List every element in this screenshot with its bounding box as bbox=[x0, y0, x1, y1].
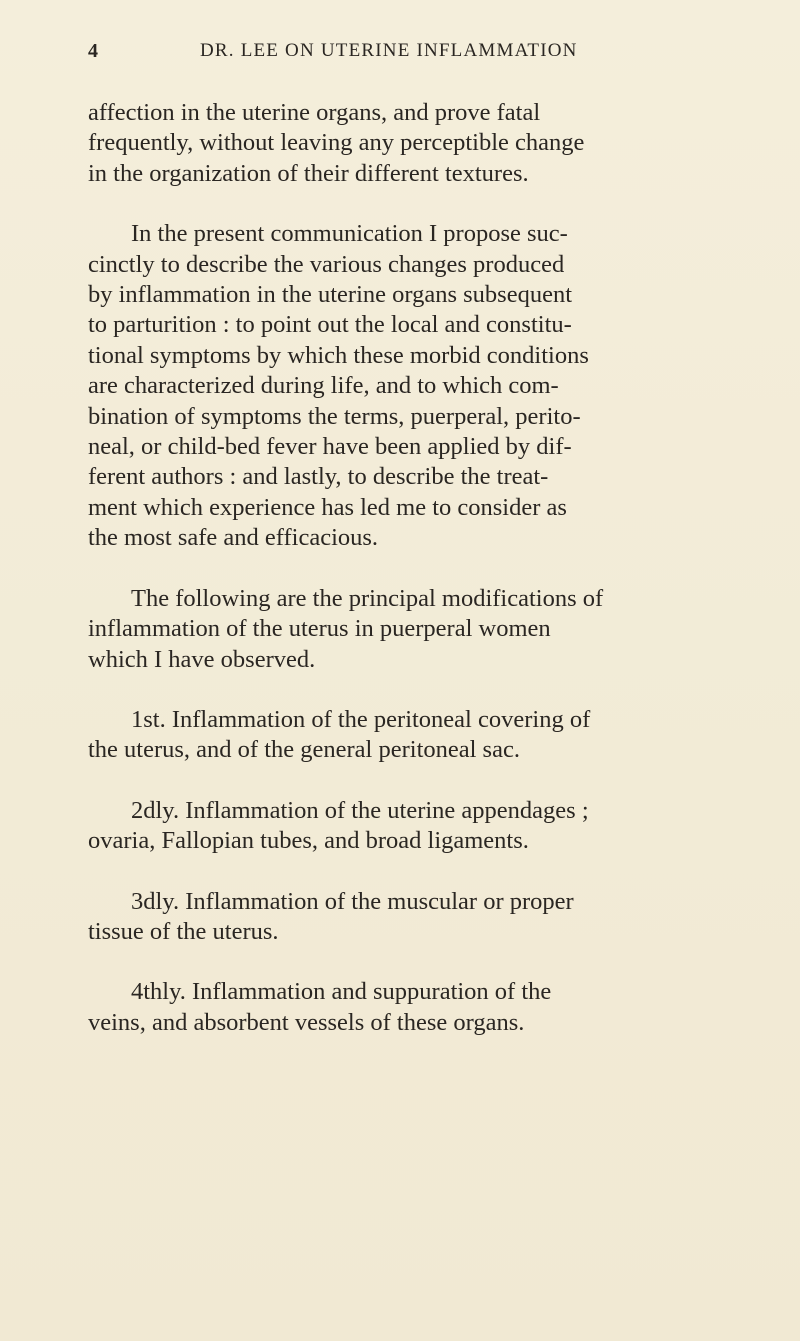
text-line: by inflammation in the uterine organs subsequent bbox=[88, 281, 573, 309]
body-text bbox=[88, 98, 760, 1038]
text-line: to parturition : to point out the local and constitu- bbox=[88, 311, 572, 339]
running-title: DR. LEE ON UTERINE INFLAMMATION bbox=[200, 40, 578, 61]
text-line: 4thly. Inflammation and suppuration of the bbox=[131, 978, 552, 1006]
text-line: 3dly. Inflammation of the muscular or proper bbox=[131, 887, 574, 915]
list-item-first bbox=[88, 705, 760, 766]
text-line: which I have observed. bbox=[88, 645, 316, 673]
text-line: the uterus, and of the general peritoneal sac. bbox=[88, 736, 520, 764]
text-line: bination of symptoms the terms, puerperal, perito- bbox=[88, 402, 581, 430]
text-line: ferent authors : and lastly, to describe the treat- bbox=[88, 463, 549, 491]
paragraph-modifications bbox=[88, 584, 760, 675]
text-line: in the organization of their different textures. bbox=[88, 159, 529, 187]
paragraph-communication bbox=[88, 219, 760, 553]
text-line: 2dly. Inflammation of the uterine appendages ; bbox=[131, 796, 589, 824]
list-item-second bbox=[88, 796, 760, 857]
page-number: 4 bbox=[88, 40, 98, 62]
text-line: tissue of the uterus. bbox=[88, 917, 279, 945]
text-line: In the present communication I propose suc- bbox=[131, 220, 568, 248]
page-header bbox=[88, 40, 728, 70]
text-line: 1st. Inflammation of the peritoneal covering of bbox=[131, 705, 591, 733]
paragraph-continuation bbox=[88, 98, 760, 189]
text-line: veins, and absorbent vessels of these organs. bbox=[88, 1008, 525, 1036]
text-line: neal, or child-bed fever have been applied by dif- bbox=[88, 433, 572, 461]
text-line: cinctly to describe the various changes produced bbox=[88, 250, 565, 278]
text-line: The following are the principal modifications of bbox=[131, 584, 604, 612]
list-item-third bbox=[88, 887, 760, 948]
list-item-fourth bbox=[88, 977, 760, 1038]
text-line: ment which experience has led me to consider as bbox=[88, 493, 567, 521]
text-line: ovaria, Fallopian tubes, and broad ligaments. bbox=[88, 827, 529, 855]
text-line: inflammation of the uterus in puerperal women bbox=[88, 615, 551, 643]
text-line: affection in the uterine organs, and prove fatal bbox=[88, 99, 541, 126]
text-line: tional symptoms by which these morbid conditions bbox=[88, 341, 589, 369]
text-line: the most safe and efficacious. bbox=[88, 524, 379, 552]
text-line: frequently, without leaving any perceptible change bbox=[88, 129, 585, 157]
text-line: are characterized during life, and to which com- bbox=[88, 372, 559, 400]
